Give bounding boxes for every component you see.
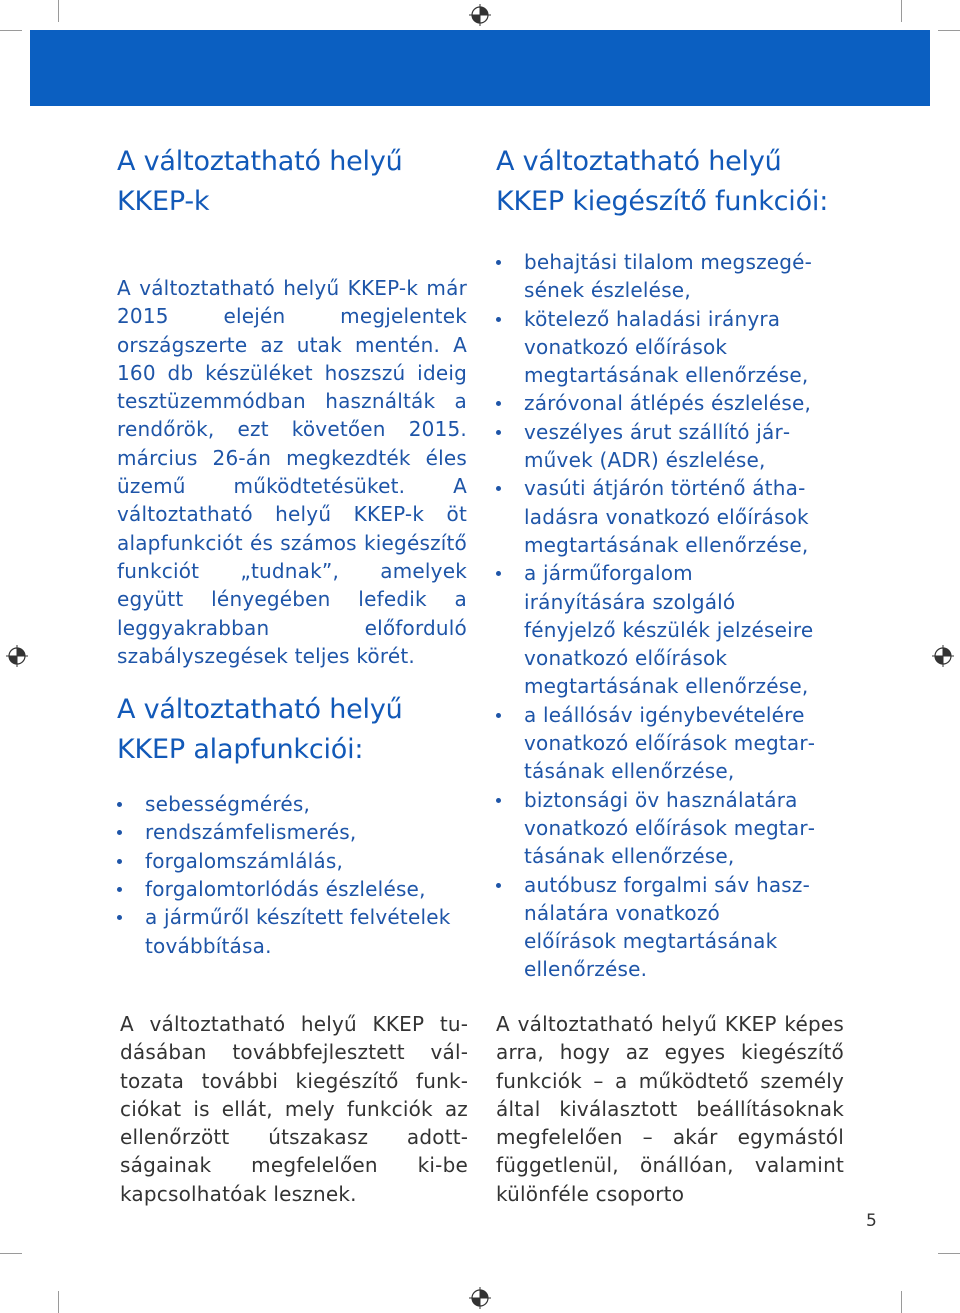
list-item-text: sebességmérés, <box>145 792 311 817</box>
registration-mark-icon <box>932 645 954 667</box>
registration-mark-icon <box>6 645 28 667</box>
bullet-icon <box>496 486 501 491</box>
list-item <box>117 818 467 846</box>
list-item-text: behajtási tilalom megszegésének észlelése, <box>524 250 812 303</box>
bullet-icon <box>496 571 501 576</box>
list-item <box>496 305 818 390</box>
list-item-text: veszélyes árut szállító járművek (ADR) észlelése, <box>524 419 791 473</box>
right-column <box>496 142 846 984</box>
bullet-icon <box>496 430 501 435</box>
bullet-icon <box>117 802 122 807</box>
left-column <box>117 142 467 960</box>
list-item-text: autóbusz forgalmi sáv használatára vonatkozó előírások megtartásának ellenőrzése. <box>524 872 810 982</box>
list-item <box>496 701 818 786</box>
basic-functions-list <box>117 790 467 960</box>
registration-mark-icon <box>469 4 491 26</box>
extra-functions-title: A változtatható helyű KKEP kiegészítő funkciói: <box>496 146 829 217</box>
list-item-text: a járműforgalom irányítására szolgáló fényjelző készülék jelzéseire vonatkozó előírások megtartásának ellenőrzése, <box>524 561 814 699</box>
list-item-text: vasúti átjárón történő áthaladásra vonatkozó előírások megtartásának ellenőrzése, <box>524 476 809 557</box>
page-number: 5 <box>866 1211 877 1231</box>
crop-mark <box>938 30 960 31</box>
bullet-icon <box>496 798 501 803</box>
extra-functions-list <box>496 248 818 984</box>
crop-mark <box>58 0 59 22</box>
list-item-text: záróvonal átlépés észlelése, <box>524 391 812 416</box>
list-item-text: a leállósáv igénybevételére vonatkozó előírások megtartásának ellenőrzése, <box>524 702 815 784</box>
list-item-text: a járműről készített felvételek továbbítása. <box>145 905 451 958</box>
list-item <box>496 786 818 871</box>
bottom-right-paragraph: A változtatható helyű KKEP képes arra, hogy az egyes kiegészítő funkciók – a működtető személy által kiválasztott beállításoknak megfelelően – akár egymástól függetlenül, önállóan, valamint különféle csoporto <box>496 1012 844 1206</box>
crop-mark <box>58 1291 59 1313</box>
bullet-icon <box>496 713 501 718</box>
list-item <box>117 875 467 903</box>
list-item <box>496 474 818 559</box>
header-banner <box>30 30 930 106</box>
bullet-icon <box>496 883 501 888</box>
list-item <box>496 389 818 417</box>
crop-mark <box>0 30 22 31</box>
list-item-text: rendszámfelismerés, <box>145 820 357 845</box>
list-item-text: biztonsági öv használatára vonatkozó előírások megtartásának ellenőrzése, <box>524 787 815 869</box>
bottom-left-paragraph: A változtatható helyű KKEP tudásában továbbfejlesztett változata további kiegészítő funkciókat is ellát, mely funkciók az ellenőrzött útszakasz adottságainak megfelelően ki-be kapcsolhatóak lesznek. <box>120 1012 468 1206</box>
crop-mark <box>901 0 902 22</box>
list-item <box>496 248 818 305</box>
list-item-text: forgalomtorlódás észlelése, <box>145 877 426 902</box>
registration-mark-icon <box>469 1287 491 1309</box>
list-item <box>496 559 818 700</box>
list-item-text: forgalomszámlálás, <box>145 848 344 873</box>
bullet-icon <box>117 887 122 892</box>
bullet-icon <box>496 401 501 406</box>
bullet-icon <box>117 915 122 920</box>
list-item-text: kötelező haladási irányra vonatkozó előírások megtartásának ellenőrzése, <box>524 306 809 388</box>
list-item <box>496 418 818 475</box>
list-item <box>117 903 467 960</box>
crop-mark <box>938 1253 960 1254</box>
crop-mark <box>0 1253 22 1254</box>
list-item <box>496 871 818 984</box>
left-section-title: A változtatható helyű KKEP-k <box>117 146 403 217</box>
bullet-icon <box>117 830 122 835</box>
bullet-icon <box>496 317 501 322</box>
bullet-icon <box>496 260 501 265</box>
bullet-icon <box>117 859 122 864</box>
crop-mark <box>901 1291 902 1313</box>
basic-functions-title: A változtatható helyű KKEP alapfunkciói: <box>117 694 403 766</box>
list-item <box>117 790 467 818</box>
list-item <box>117 847 467 875</box>
left-intro-paragraph: A változtatható helyű KKEP-k már 2015 elején megjelentek országszerte az utak mentén. A 160 db készüléket hoszszú ideig tesztüzemmódban használták a rendőrök, ezt követően 2015. március 26-án megkezdték éles üzemű működtetésüket. A változtatható helyű KKEP-k öt alapfunkciót és számos kiegészítő funkciót „tudnak”, amelyek együtt lényegében lefedik a leggyakrabban előforduló szabályszegések teljes körét. <box>117 276 467 668</box>
